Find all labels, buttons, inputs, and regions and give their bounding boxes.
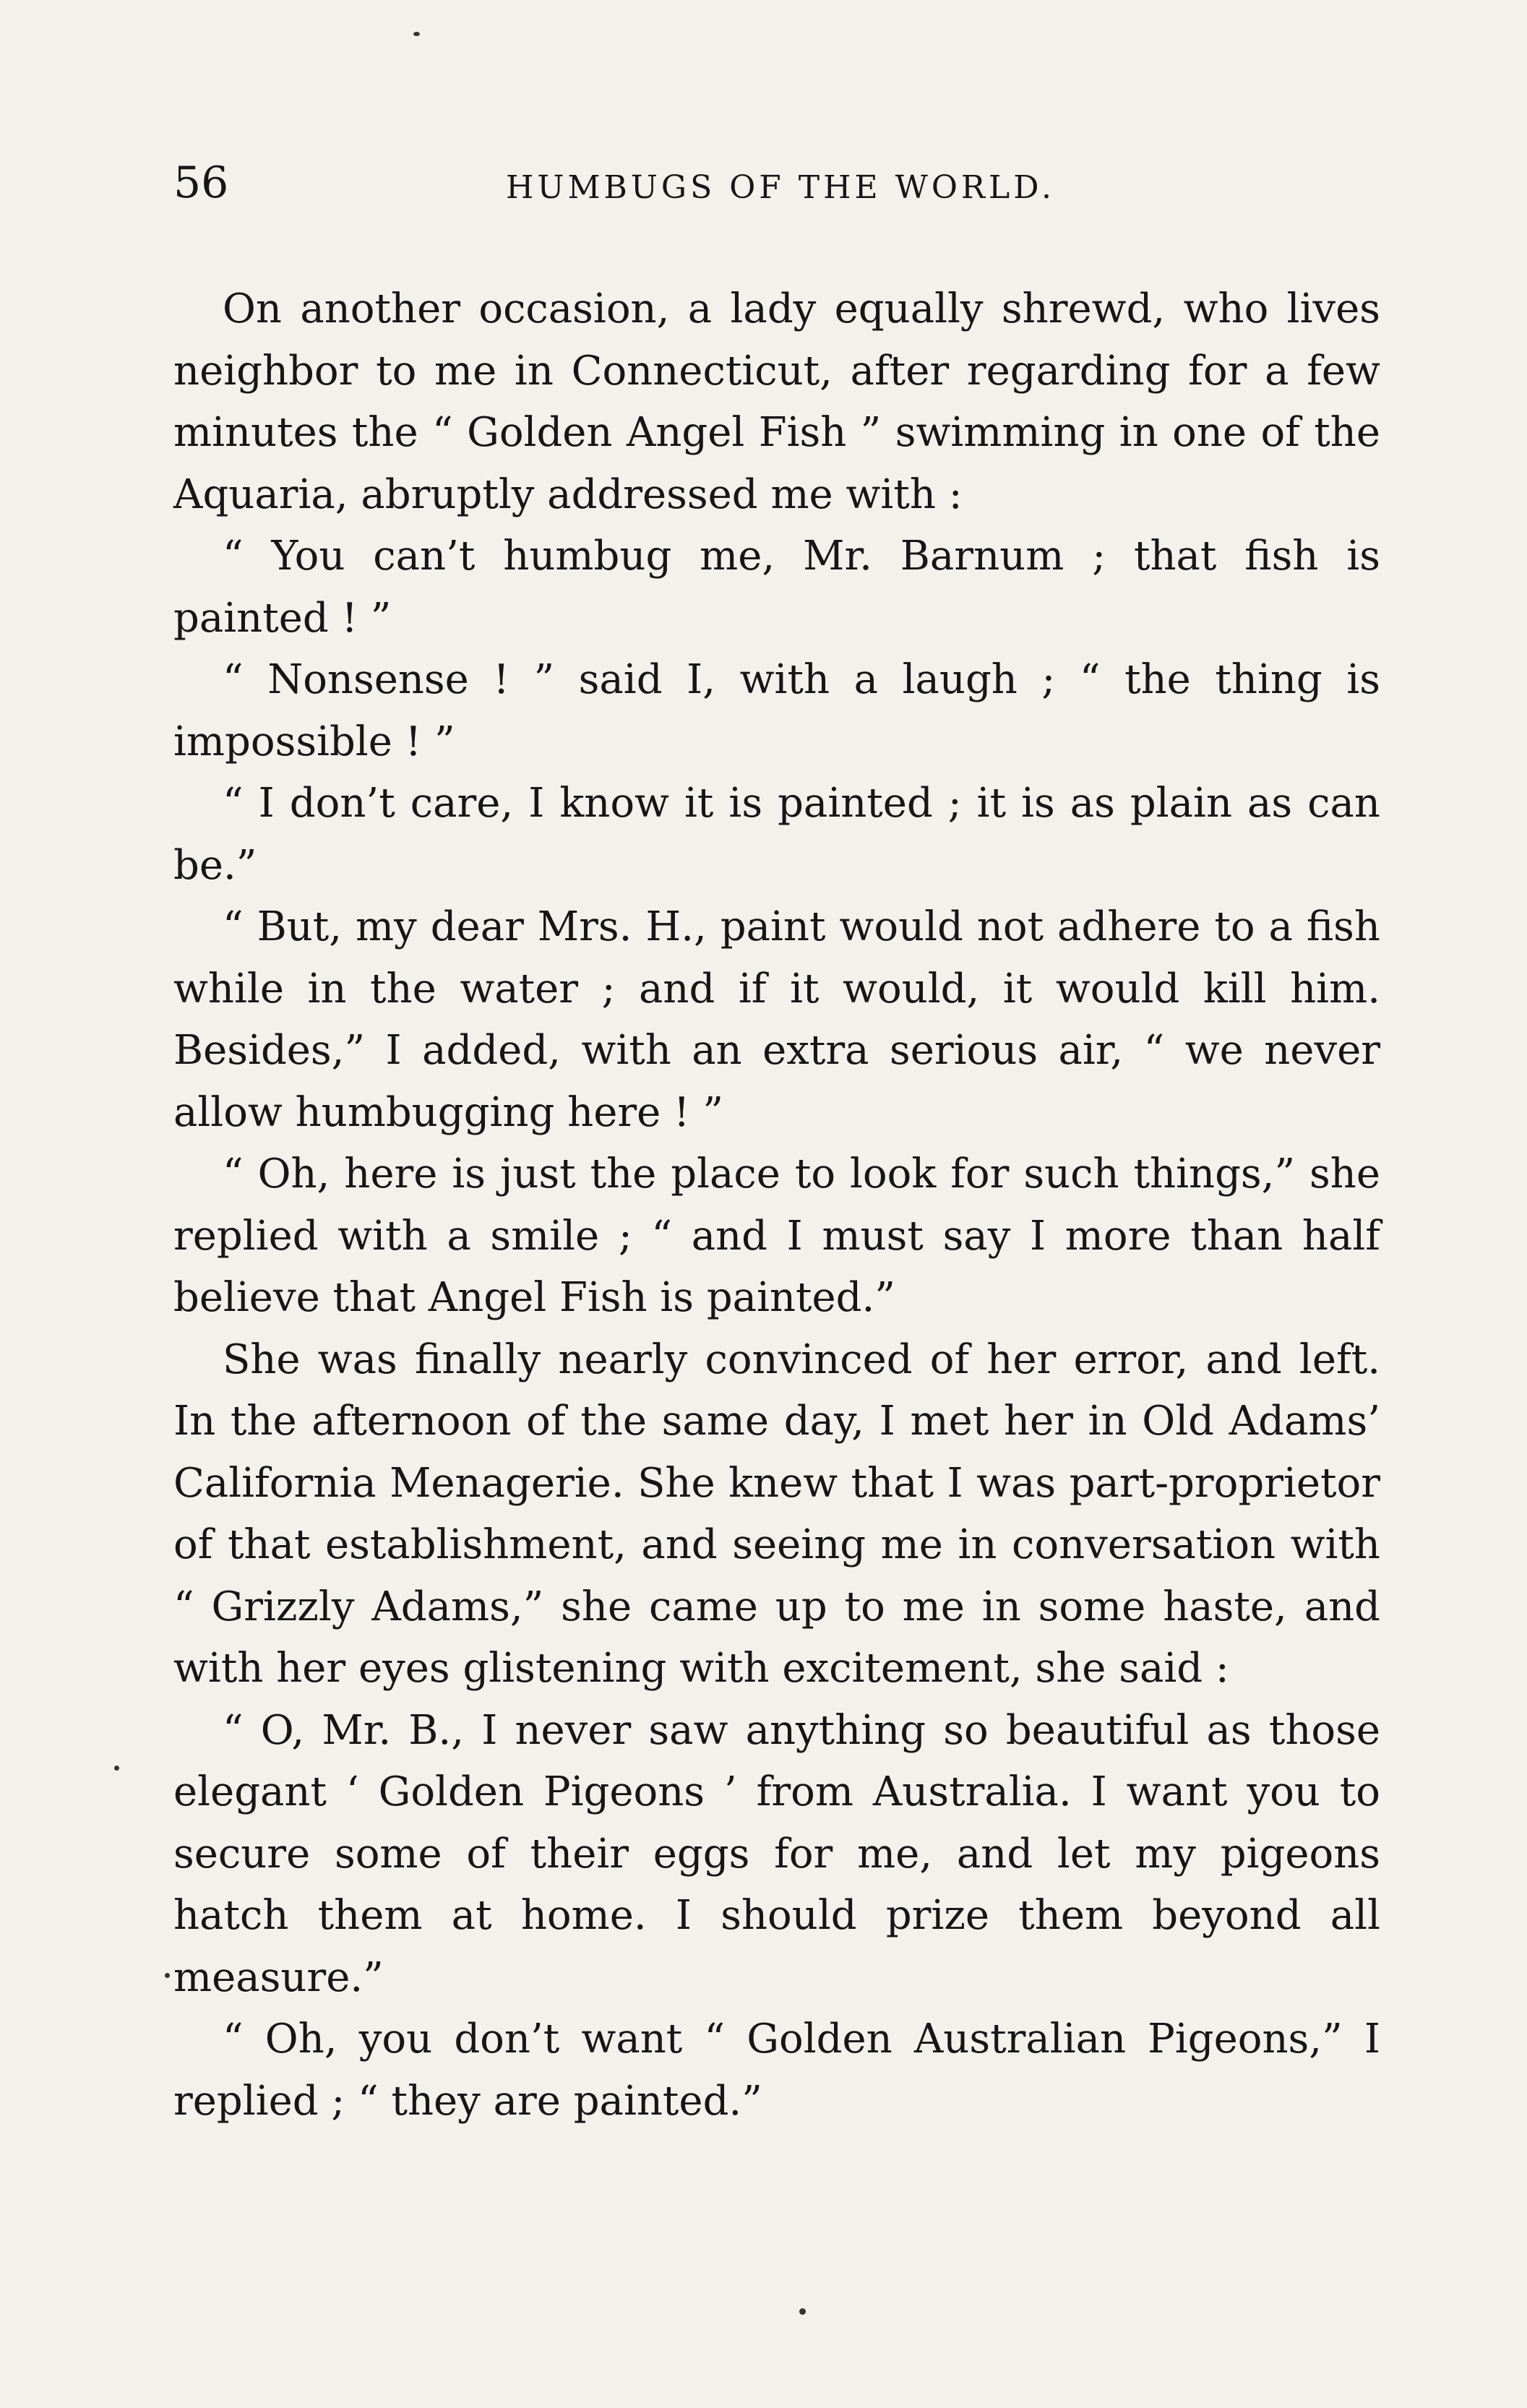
body-text <box>173 278 1380 2132</box>
paragraph: “ But, my dear Mrs. H., paint would not adhere to a fish while in the water ; and if it would, it would kill him. Besides,” I added, with an extra serious air, “ we never allow humbugging here ! ” <box>173 903 1380 1136</box>
paragraph: “ Oh, you don’t want “ Golden Australian Pigeons,” I replied ; “ they are painted.” <box>173 2016 1380 2125</box>
paragraph: “ Oh, here is just the place to look for such things,” she replied with a smile ; “ and I must say I more than half believe that Angel Fish is painted.” <box>173 1151 1380 1321</box>
ink-speck <box>799 2308 806 2315</box>
page-header <box>173 158 1380 223</box>
paragraph: She was finally nearly convinced of her error, and left. In the afternoon of the same day, I met her in Old Adams’ California Menagerie. She knew that I was part-proprietor of that establishment, and seeing me in conversation with “ Grizzly Adams,” she came up to me in some haste, and with her eyes glistening with excitement, she said : <box>173 1336 1380 1692</box>
ink-speck <box>165 1973 170 1978</box>
paragraph: “ You can’t humbug me, Mr. Barnum ; that fish is painted ! ” <box>173 533 1380 642</box>
paragraph: “ O, Mr. B., I never saw anything so beautiful as those elegant ‘ Golden Pigeons ’ from Australia. I want you to secure some of their eggs for me, and let my pigeons hatch them at home. I should prize them beyond all measure.” <box>173 1706 1380 2001</box>
paragraph: “ I don’t care, I know it is painted ; it is as plain as can be.” <box>173 780 1380 889</box>
page-number: 56 <box>173 158 229 208</box>
ink-speck <box>114 1766 119 1771</box>
paragraph: “ Nonsense ! ” said I, with a laugh ; “ the thing is impossible ! ” <box>173 656 1380 765</box>
ink-speck <box>413 32 420 36</box>
paragraph: On another occasion, a lady equally shrewd, who lives neighbor to me in Connecticut, after regarding for a few minutes the “ Golden Angel Fish ” swimming in one of the Aquaria, abruptly addressed me with : <box>173 285 1380 518</box>
running-title: HUMBUGS OF THE WORLD. <box>506 169 1055 206</box>
